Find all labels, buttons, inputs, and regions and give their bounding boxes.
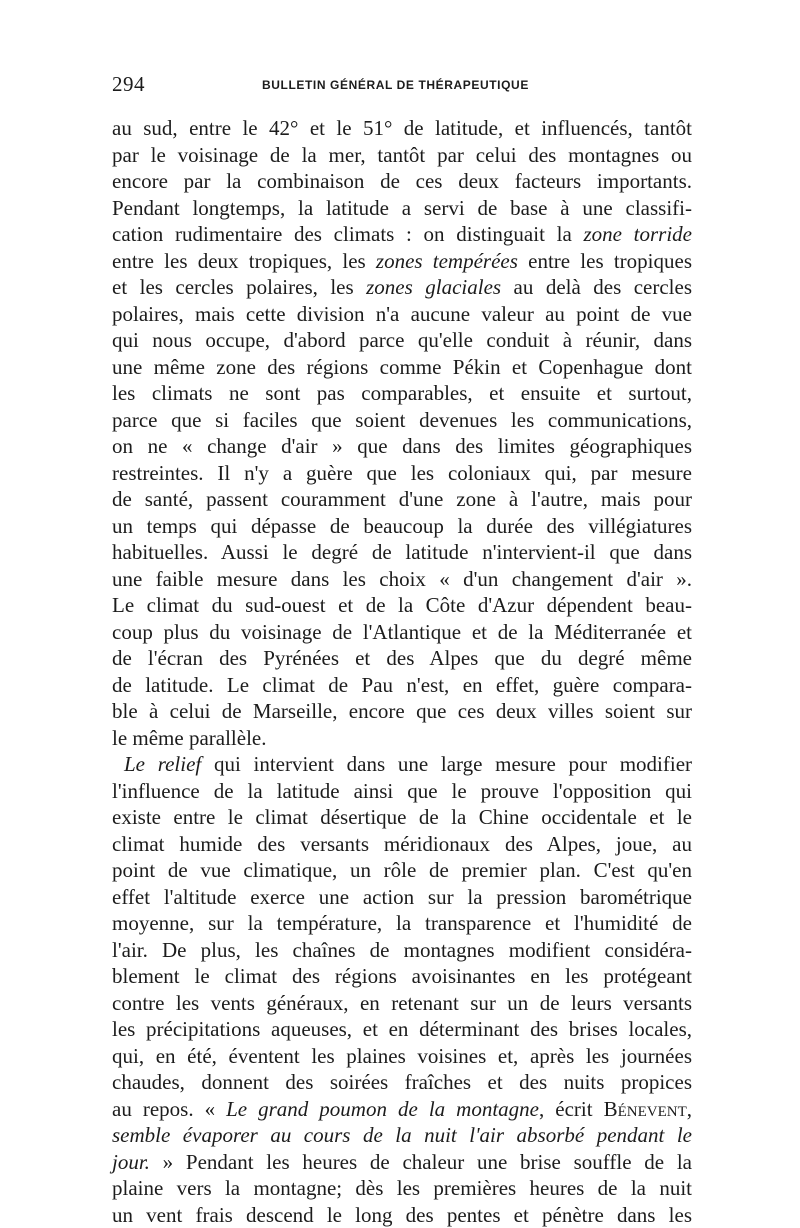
text-line [112, 221, 692, 248]
text-segment: de santé, passent couramment d'une zone à l'autre, mais pour [112, 487, 692, 511]
text-segment: entre les deux tropiques, les [112, 249, 376, 273]
text-line [112, 168, 692, 195]
text-line [112, 698, 692, 725]
page-number: 294 [112, 72, 145, 97]
journal-title: BULLETIN GÉNÉRAL DE THÉRAPEUTIQUE [262, 78, 529, 92]
text-segment: plaine vers la montagne; dès les premières heures de la nuit [112, 1176, 692, 1200]
author-name: Bénevent [604, 1097, 687, 1121]
text-line [112, 1202, 692, 1228]
text-segment: de latitude. Le climat de Pau n'est, en effet, guère compara- [112, 673, 692, 697]
text-segment: effet l'altitude exerce une action sur la pression barométrique [112, 885, 692, 909]
text-segment: moyenne, sur la température, la transparence et l'humidité de [112, 911, 692, 935]
text-segment: ble à celui de Marseille, encore que ces deux villes soient sur [112, 699, 692, 723]
text-line [112, 195, 692, 222]
text-line [112, 301, 692, 328]
text-line [112, 1043, 692, 1070]
text-line [112, 990, 692, 1017]
text-segment: contre les vents généraux, en retenant sur un de leurs versants [112, 991, 692, 1015]
text-line [112, 831, 692, 858]
text-segment: entre les tropiques [518, 249, 692, 273]
text-line [112, 963, 692, 990]
text-line [112, 645, 692, 672]
text-segment: , [687, 1097, 692, 1121]
text-line [112, 937, 692, 964]
text-segment: parce que si faciles que soient devenues les communications, [112, 408, 692, 432]
italic-text: Le grand poumon de la montagne [226, 1097, 539, 1121]
text-segment: chaudes, donnent des soirées fraîches et des nuits propices [112, 1070, 692, 1094]
running-head [112, 72, 690, 96]
text-line [112, 248, 692, 275]
text-segment: restreintes. Il n'y a guère que les coloniaux qui, par mesure [112, 461, 692, 485]
text-segment: Pendant longtemps, la latitude a servi de base à une classifi- [112, 196, 692, 220]
text-line [112, 1096, 692, 1123]
text-line [112, 778, 692, 805]
text-segment: , écrit [539, 1097, 604, 1121]
italic-text: jour. [112, 1150, 150, 1174]
text-line [112, 592, 692, 619]
text-line [112, 327, 692, 354]
text-line [112, 910, 692, 937]
text-segment: polaires, mais cette division n'a aucune valeur au point de vue [112, 302, 692, 326]
text-segment: » Pendant les heures de chaleur une brise souffle de la [150, 1150, 692, 1174]
text-segment: au sud, entre le 42° et le 51° de latitude, et influencés, tantôt [112, 116, 692, 140]
text-line [112, 486, 692, 513]
text-segment: coup plus du voisinage de l'Atlantique et de la Méditerranée et [112, 620, 692, 644]
text-segment: l'air. De plus, les chaînes de montagnes modifient considéra- [112, 938, 692, 962]
text-segment: qui intervient dans une large mesure pour modifier [201, 752, 692, 776]
text-segment: blement le climat des régions avoisinantes en les protégeant [112, 964, 692, 988]
text-segment: on ne « change d'air » que dans des limites géographiques [112, 434, 692, 458]
text-segment: Le climat du sud-ouest et de la Côte d'Azur dépendent beau- [112, 593, 692, 617]
text-line [112, 725, 692, 752]
text-segment: les précipitations aqueuses, et en déterminant des brises locales, [112, 1017, 692, 1041]
text-segment: un vent frais descend le long des pentes et pénètre dans les [112, 1203, 692, 1227]
text-line [112, 1016, 692, 1043]
text-line [112, 1149, 692, 1176]
text-line [112, 1122, 692, 1149]
text-line [112, 566, 692, 593]
italic-text: Le relief [124, 752, 201, 776]
text-line [112, 804, 692, 831]
text-segment: encore par la combinaison de ces deux facteurs importants. [112, 169, 692, 193]
text-segment: l'influence de la latitude ainsi que le prouve l'opposition qui [112, 779, 692, 803]
italic-text: zones tempérées [376, 249, 518, 273]
text-segment: climat humide des versants méridionaux des Alpes, joue, au [112, 832, 692, 856]
text-segment: les climats ne sont pas comparables, et ensuite et surtout, [112, 381, 692, 405]
text-line [112, 433, 692, 460]
text-segment: qui, en été, éventent les plaines voisines et, après les journées [112, 1044, 692, 1068]
text-segment: existe entre le climat désertique de la Chine occidentale et le [112, 805, 692, 829]
text-segment: au repos. « [112, 1097, 226, 1121]
text-line [112, 274, 692, 301]
text-line [112, 460, 692, 487]
text-line [112, 857, 692, 884]
text-line [112, 1069, 692, 1096]
italic-text: zones glaciales [366, 275, 501, 299]
text-line [112, 619, 692, 646]
text-line [112, 115, 692, 142]
text-line [112, 380, 692, 407]
body-text [112, 115, 692, 1228]
text-line [112, 1175, 692, 1202]
text-segment: et les cercles polaires, les [112, 275, 366, 299]
text-segment: un temps qui dépasse de beaucoup la durée des villégiatures [112, 514, 692, 538]
text-line [112, 672, 692, 699]
text-line [112, 884, 692, 911]
italic-text: semble évaporer au cours de la nuit l'air absorbé pendant le [112, 1123, 692, 1147]
text-segment: cation rudimentaire des climats : on distinguait la [112, 222, 583, 246]
text-segment: de l'écran des Pyrénées et des Alpes que du degré même [112, 646, 692, 670]
italic-text: zone torride [583, 222, 692, 246]
text-segment: point de vue climatique, un rôle de premier plan. C'est qu'en [112, 858, 692, 882]
text-segment: une même zone des régions comme Pékin et Copenhague dont [112, 355, 692, 379]
text-segment: par le voisinage de la mer, tantôt par celui des montagnes ou [112, 143, 692, 167]
text-line [112, 539, 692, 566]
text-line [112, 407, 692, 434]
text-line [112, 354, 692, 381]
text-segment: qui nous occupe, d'abord parce qu'elle conduit à réunir, dans [112, 328, 692, 352]
text-segment: habituelles. Aussi le degré de latitude n'intervient-il que dans [112, 540, 692, 564]
text-segment: une faible mesure dans les choix « d'un changement d'air ». [112, 567, 692, 591]
text-line [112, 513, 692, 540]
text-segment: le même parallèle. [112, 726, 267, 750]
text-line [112, 751, 692, 778]
text-segment: au delà des cercles [501, 275, 692, 299]
text-line [112, 142, 692, 169]
